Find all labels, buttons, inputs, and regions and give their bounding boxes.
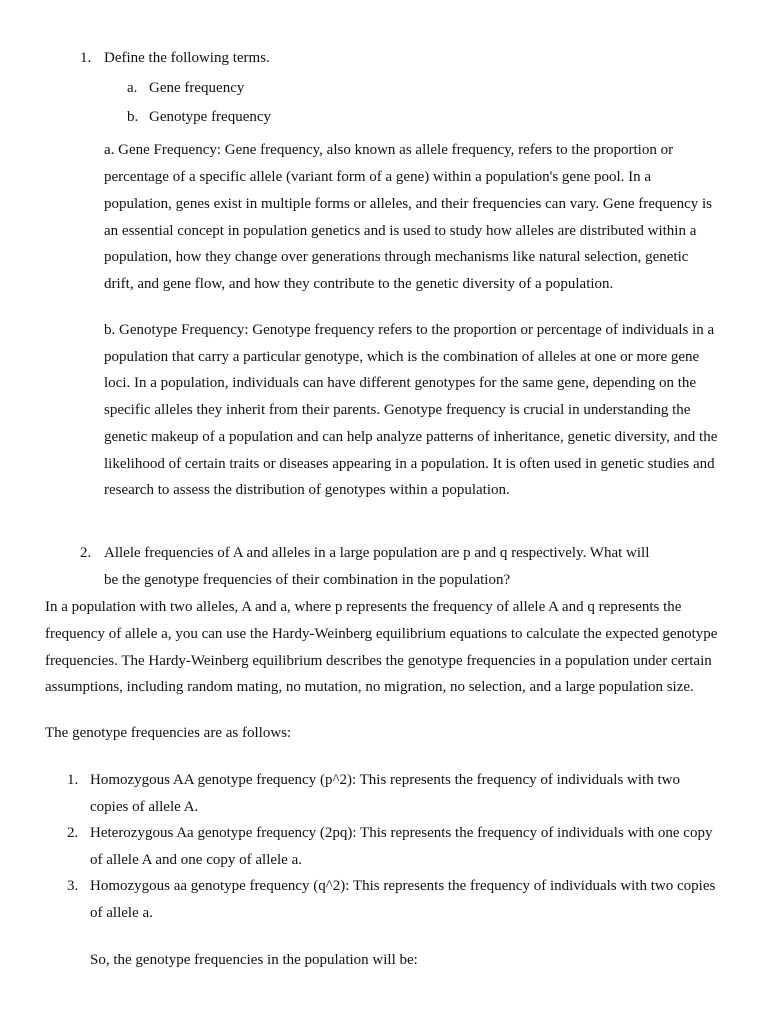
paragraph-line: research to assess the distribution of genotypes within a population. (104, 482, 510, 498)
list-item-marker: 3. (67, 878, 79, 894)
list-item-marker: 2. (67, 825, 79, 841)
question-number: 2. (80, 545, 92, 561)
paragraph-line: specific alleles they inherit from their parents. Genotype frequency is crucial in understanding the (104, 402, 691, 418)
list-item-marker: 1. (67, 772, 79, 788)
paragraph-line: In a population with two alleles, A and a, where p represents the frequency of allele A and q represents the (45, 599, 682, 615)
question-prompt-line: be the genotype frequencies of their combination in the population? (104, 572, 511, 588)
paragraph-line: loci. In a population, individuals can have different genotypes for the same gene, depending on the (104, 375, 697, 391)
paragraph-line: population, how they change over generations through mechanisms like natural selection, genetic (104, 249, 689, 265)
question-prompt: Define the following terms. (104, 50, 270, 66)
paragraph-line: drift, and gene flow, and how they contribute to the genetic diversity of a population. (104, 276, 614, 292)
list-heading: The genotype frequencies are as follows: (45, 725, 292, 741)
sub-item-marker: a. (127, 80, 138, 96)
conclusion-text: So, the genotype frequencies in the population will be: (90, 952, 418, 968)
paragraph-line: likelihood of certain traits or diseases appearing in a population. It is often used in genetic studies and (104, 456, 715, 472)
sub-item-text: Genotype frequency (149, 109, 272, 125)
paragraph-line: an essential concept in population genetics and is used to study how alleles are distributed within a (104, 223, 697, 239)
list-item-line: of allele A and one copy of allele a. (90, 852, 302, 868)
paragraph-line: b. Genotype Frequency: Genotype frequency refers to the proportion or percentage of individuals in a (104, 322, 715, 338)
question-prompt-line: Allele frequencies of A and alleles in a large population are p and q respectively. What will (104, 545, 650, 561)
list-item-line: Heterozygous Aa genotype frequency (2pq): This represents the frequency of individuals with one copy (90, 825, 713, 841)
paragraph-line: a. Gene Frequency: Gene frequency, also known as allele frequency, refers to the proportion or (104, 142, 674, 158)
paragraph-line: frequencies. The Hardy-Weinberg equilibrium describes the genotype frequencies in a population under certain (45, 653, 712, 669)
paragraph-line: assumptions, including random mating, no mutation, no migration, no selection, and a large population size. (45, 679, 694, 695)
question-number: 1. (80, 50, 92, 66)
paragraph-line: population that carry a particular genotype, which is the combination of alleles at one or more gene (104, 349, 700, 365)
paragraph-line: population, genes exist in multiple forms or alleles, and their frequencies can vary. Gene frequency is (104, 196, 712, 212)
paragraph-line: genetic makeup of a population and can help analyze patterns of inheritance, genetic diversity, and the (104, 429, 718, 445)
sub-item-marker: b. (127, 109, 139, 125)
paragraph-line: percentage of a specific allele (variant form of a gene) within a population's gene pool. In a (104, 169, 652, 185)
list-item-line: copies of allele A. (90, 799, 199, 815)
list-item-line: Homozygous AA genotype frequency (p^2): This represents the frequency of individuals with two (90, 772, 680, 788)
sub-item-text: Gene frequency (149, 80, 245, 96)
list-item-line: of allele a. (90, 905, 153, 921)
list-item-line: Homozygous aa genotype frequency (q^2): This represents the frequency of individuals with two copies (90, 878, 716, 894)
paragraph-line: frequency of allele a, you can use the Hardy-Weinberg equilibrium equations to calculate the expected genotype (45, 626, 718, 642)
